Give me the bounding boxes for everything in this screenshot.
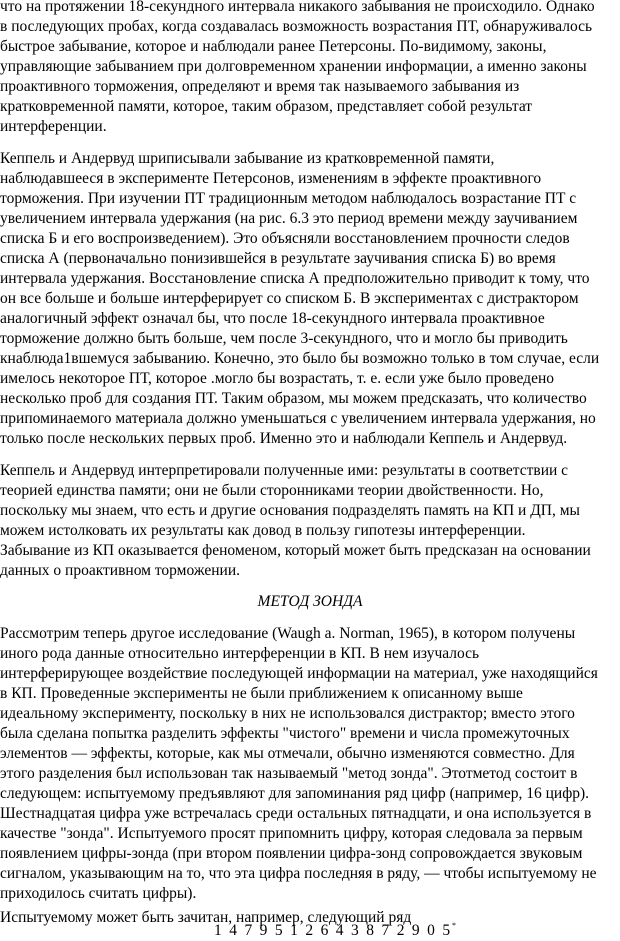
text-line: торможение должно быть больше, чем после 3-секундного, что и могло бы приводить: [0, 330, 568, 347]
text-line: Кеппель и Андервуд интерпретировали полученные ими: результаты в соответствии с: [0, 462, 569, 479]
probe-mark: *: [451, 921, 456, 930]
text-line: идеальному эксперименту, поскольку в них не использовался дистрактор; вместо этого: [0, 705, 575, 722]
text-line: увеличением интервала удержания (на рис. 6.3 это период времени между заучиванием: [0, 210, 578, 227]
text-line: Шестнадцатая цифра уже встречалась среди остальных пятнадцати, и она используется в: [0, 805, 592, 822]
text-line: интерферирующее воздействие последующей информации на материал, уже находящийся: [0, 665, 598, 682]
text-line: быстрое забывание, которое и наблюдали ранее Петерсоны. По-видимому, законы,: [0, 38, 547, 55]
digit-sequence-text: 1 4 7 9 5 1 2 6 4 3 8 7 2 9 0 5: [214, 922, 452, 939]
text-line: списка А (первоначально понизившейся в результате заучивания списка Б) во время: [0, 250, 556, 267]
text-line: что на протяжении 18-секундного интервала никакого забывания не происходило. Однако: [0, 0, 595, 15]
text-line: наблюдавшееся в эксперименте Петерсонов, изменениям в эффекте проактивного: [0, 170, 542, 187]
text-line: списка Б и его воспроизведением). Это объясняли восстановлением прочности следов: [0, 230, 570, 247]
digit-sequence: [214, 916, 456, 939]
text-line: проактивного торможения, определяют и время так называемого забывания из: [0, 78, 520, 95]
text-line: этого разделения был использован так называемый "метод зонда". Этотметод состоит в: [0, 765, 578, 782]
section-heading: МЕТОД ЗОНДА: [257, 593, 363, 610]
text-line: Испытуемому может быть зачитан, например, следующий ряд: [0, 909, 412, 926]
text-line: приходилось считать цифры).: [0, 885, 197, 902]
text-line: Кеппель и Андервуд шриписывали забывание из кратковременной памяти,: [0, 150, 495, 167]
text-line: кнаблюда1вшемуся забыванию. Конечно, это было бы возможно только в том случае, если: [0, 350, 600, 367]
text-line: аналогичный эффект означал бы, что после 18-секундного интервала проактивное: [0, 310, 545, 327]
text-line: была сделана попытка разделить эффекты "чистого" времени и числа промежуточных: [0, 725, 570, 742]
text-line: только после нескольких первых проб. Именно это и наблюдали Кеппель и Андервуд.: [0, 430, 568, 447]
text-line: в последующих пробах, когда создавалась возможность возрастания ПТ, обнаруживалось: [0, 18, 593, 35]
text-line: данных о проактивном торможении.: [0, 562, 240, 579]
text-line: сигналом, указывающим на то, что эта цифра последняя в ряду, — чтобы испытуемому не: [0, 865, 597, 882]
text-line: Рассмотрим теперь другое исследование (Waugh a. Norman, 1965), в котором получены: [0, 625, 576, 642]
text-line: качестве "зонда". Испытуемого просят припомнить цифру, которая следовала за первым: [0, 825, 583, 842]
text-line: кратковременной памяти, которое, таким образом, представляет собой результат: [0, 98, 533, 115]
text-line: торможения. При изучении ПТ традиционным методом наблюдалось возрастание ПТ с: [0, 190, 577, 207]
text-line: управляющие забыванием при долговременном хранении информации, а именно законы: [0, 58, 587, 75]
text-line: интервала удержания. Восстановление списка А предположительно приводит к тому, что: [0, 270, 590, 287]
text-line: интерференции.: [0, 118, 107, 135]
text-line: можем истолковать их результаты как довод в пользу гипотезы интерференции.: [0, 522, 526, 539]
text-line: теорией единства памяти; они не были сторонниками теории двойственности. Но,: [0, 482, 544, 499]
text-line: иного рода данные относительно интерференции в КП. В нем изучалось: [0, 645, 480, 662]
text-line: поскольку мы знаем, что есть и другие основания подразделять память на КП и ДП, мы: [0, 502, 580, 519]
text-line: он все больше и больше интерферирует со списком Б. В экспериментах с дистрактором: [0, 290, 579, 307]
text-line: следующем: испытуемому предъявляют для запоминания ряд цифр (например, 16 цифр).: [0, 785, 590, 802]
text-line: припоминаемого материала должно уменьшаться с увеличением интервала удержания, но: [0, 410, 596, 427]
text-line: имелось некоторое ПТ, которое .могло бы возрастать, т. е. если уже было проведено: [0, 370, 554, 387]
text-line: несколько проб для создания ПТ. Таким образом, мы можем предсказать, что количество: [0, 390, 587, 407]
text-line: элементов — эффекты, которые, как мы отмечали, обычно изменяются совместно. Для: [0, 745, 575, 762]
text-line: появлением цифры-зонда (при втором появлении цифра-зонд сопровождается звуковым: [0, 845, 583, 862]
text-line: в КП. Проведенные эксперименты не были приближением к описанному выше: [0, 685, 523, 702]
text-line: Забывание из КП оказывается феноменом, который может быть предсказан на основании: [0, 542, 591, 559]
